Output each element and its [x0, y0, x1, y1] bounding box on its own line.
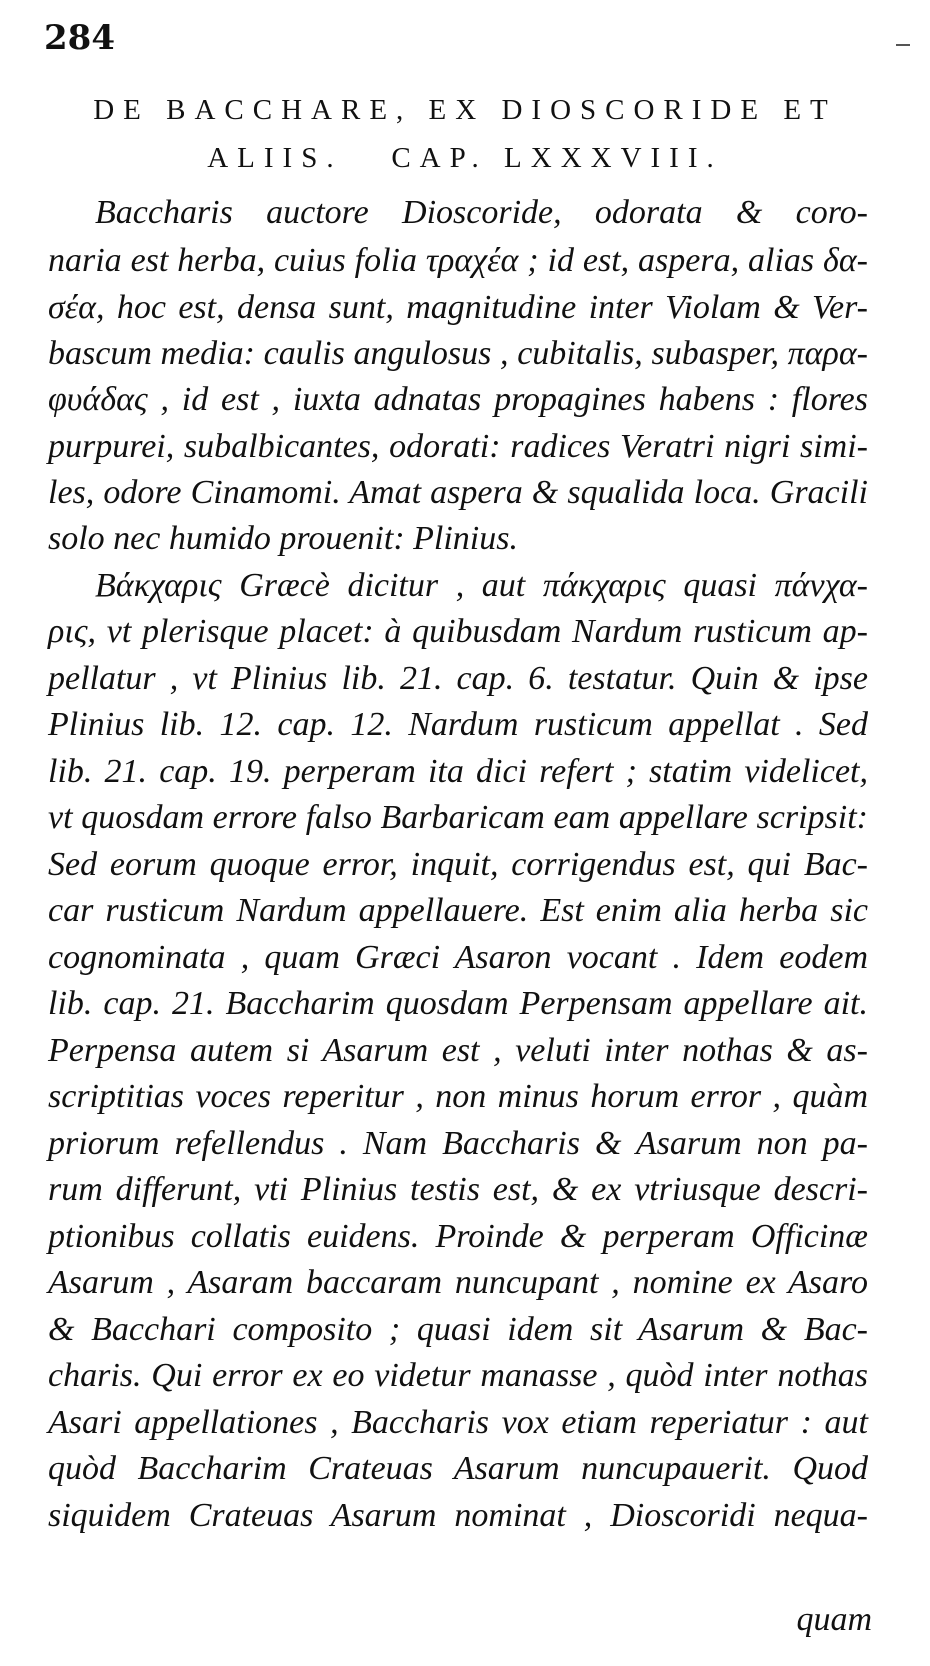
- page-number: 284: [44, 18, 115, 58]
- text-line: Βάκχαρις Græcè dicitur , aut πάκχαρις quasi πάνχα-: [95, 567, 868, 604]
- text-line: purpurei, subalbicantes, odorati: radices Veratri nigri simi-: [48, 428, 868, 465]
- text-line: solo nec humido prouenit: Plinius.: [48, 520, 518, 557]
- text-line: charis. Qui error ex eo videtur manasse , quòd inter nothas: [48, 1357, 868, 1394]
- text-line: bascum media: caulis angulosus , cubitalis, subasper, παρα-: [48, 335, 868, 372]
- text-line: pellatur , vt Plinius lib. 21. cap. 6. testatur. Quin & ipse: [48, 660, 868, 697]
- text-line: Perpensa autem si Asarum est , veluti inter nothas & as-: [48, 1032, 868, 1069]
- text-line: σέα, hoc est, densa sunt, magnitudine inter Violam & Ver-: [48, 289, 868, 326]
- chapter-heading-line-1: DE BACCHARE, EX DIOSCORIDE ET: [93, 94, 837, 126]
- text-line: quòd Baccharim Crateuas Asarum nuncupauerit. Quod: [48, 1450, 868, 1487]
- text-line: & Bacchari composito ; quasi idem sit Asarum & Bac-: [48, 1311, 868, 1348]
- text-line: car rusticum Nardum appellauere. Est enim alia herba sic: [48, 892, 868, 929]
- chapter-heading-line-2: ALIIS. CAP. LXXXVIII.: [207, 142, 723, 174]
- text-line: ptionibus collatis euidens. Proinde & perperam Officinæ: [48, 1218, 868, 1255]
- edge-mark: [896, 44, 910, 46]
- text-line: Baccharis auctore Dioscoride, odorata & coro-: [95, 194, 868, 231]
- text-line: lib. cap. 21. Baccharim quosdam Perpensam appellare ait.: [48, 985, 868, 1022]
- text-line: Sed eorum quoque error, inquit, corrigendus est, qui Bac-: [48, 846, 868, 883]
- text-line: ρις, vt plerisque placet: à quibusdam Nardum rusticum ap-: [48, 613, 868, 650]
- text-line: Plinius lib. 12. cap. 12. Nardum rusticum appellat . Sed: [48, 706, 868, 743]
- text-line: Asarum , Asaram baccaram nuncupant , nomine ex Asaro: [48, 1264, 868, 1301]
- text-line: scriptitias voces reperitur , non minus horum error , quàm: [48, 1078, 868, 1115]
- text-line: lib. 21. cap. 19. perperam ita dici refert ; statim videlicet,: [48, 753, 868, 790]
- text-line: vt quosdam errore falso Barbaricam eam appellare scripsit:: [48, 799, 868, 836]
- text-line: cognominata , quam Græci Asaron vocant . Idem eodem: [48, 939, 868, 976]
- text-line: φυάδας , id est , iuxta adnatas propagines habens : flores: [48, 381, 868, 418]
- text-line: siquidem Crateuas Asarum nominat , Dioscoridi nequa-: [48, 1497, 868, 1534]
- text-line: rum differunt, vti Plinius testis est, & ex vtriusque descri-: [48, 1171, 868, 1208]
- text-line: les, odore Cinamomi. Amat aspera & squalida loca. Gracili: [48, 474, 868, 511]
- text-line: Asari appellationes , Baccharis vox etiam reperiatur : aut: [48, 1404, 868, 1441]
- text-line: priorum refellendus . Nam Baccharis & Asarum non pa-: [48, 1125, 868, 1162]
- catchword: quam: [796, 1601, 872, 1638]
- text-line: naria est herba, cuius folia τραχέα ; id est, aspera, alias δα-: [48, 242, 868, 279]
